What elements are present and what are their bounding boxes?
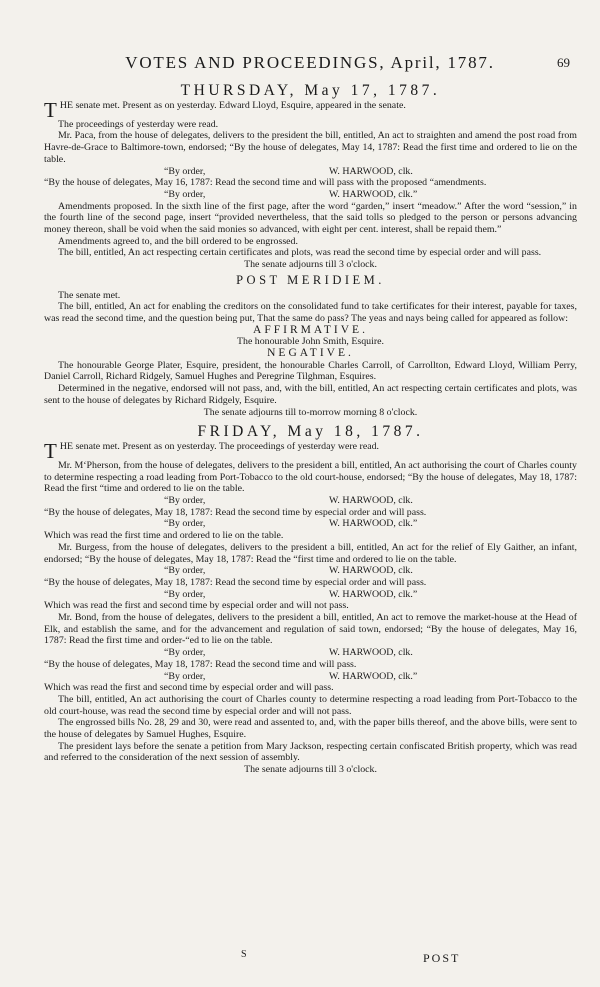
opening-text: HE senate met. Present as on yesterday. The proceedings of yesterday were read. [59, 440, 379, 452]
signature-line [44, 518, 577, 530]
paragraph: “By the house of delegates, May 18, 1787: Read the second time by especial order and will pass. [44, 506, 427, 518]
paragraph: The senate met. [58, 289, 121, 301]
by-order: “By order, [164, 518, 206, 530]
paragraph: Amendments proposed. In the sixth line of the first page, after the word “garden,” insert “meadow.” After the word “session,” in the fourth line of the second page, insert “provided nevertheless, that the said tolls so pledged to the person or persons advancing money thereon, shall be void when the said monies so advanced, with eight per cent. interest, shall be repaid them.” [44, 200, 577, 235]
paragraph: Mr. M‘Pherson, from the house of delegates, delivers to the president a bill, entitled, An act authorising the court of Charles county to determine respecting a road leading from Port-Tobacco to the old court-house, endorsed; “By the house of delegates, May 18, 1787: Read the first “time and ordered to lie on the table. [44, 459, 577, 495]
opening-text: HE senate met. Present as on yesterday. Edward Lloyd, Esquire, appeared in the senate. [59, 99, 406, 111]
paragraph: Mr. Burgess, from the house of delegates, delivers to the president a bill, entitled, An act for the relief of Ely Gaither, an infant, endorsed; “By the house of delegates, May 18, 1787: Read the “first time and ordered to lie on the table. [44, 541, 577, 565]
text-column [44, 81, 577, 776]
adjournment: The senate adjourns till 3 o'clock. [244, 764, 377, 776]
negative-heading: NEGATIVE. [267, 347, 354, 360]
by-order: “By order, [164, 565, 206, 577]
paragraph: Mr. Bond, from the house of delegates, delivers to the president a bill, entitled, An act to remove the market-house at the Head of Elk, and establish the same, and for the advancement and regulation of said town, endorsed; “By the house of delegates, May 16, 1787: Read the first time and order-“ed to lie on the table. [44, 612, 577, 647]
affirmative-heading: AFFIRMATIVE. [253, 323, 368, 336]
by-order: “By order, [164, 647, 206, 659]
clerk-name: W. HARWOOD, clk. [329, 495, 413, 507]
day-heading-friday: FRIDAY, May 18, 1787. [197, 423, 424, 441]
clerk-name: W. HARWOOD, clk.” [329, 670, 418, 682]
paragraph: Which was read the first and second time by especial order and will pass. [44, 682, 334, 694]
adjournment: The senate adjourns till 3 o'clock. [244, 259, 377, 271]
signature-line [44, 495, 577, 507]
paragraph: The bill, entitled, An act respecting certain certificates and plots, was read the second time by especial order and will pass. [58, 247, 542, 259]
paragraph: The bill, entitled, An act authorising the court of Charles county to determine respecting a road leading from Port-Tobacco to the old court-house, was read the second time by especial order and will not pass. [44, 693, 577, 717]
clerk-name: W. HARWOOD, clk.” [329, 588, 418, 600]
clerk-name: W. HARWOOD, clk. [329, 165, 413, 177]
paragraph: The bill, entitled, An act for enabling the creditors on the consolidated fund to take certificates for their interest, payable for taxes, was read the second time, and the question being put, That the same do pass? The yeas and nays being called for appeared as follow: [44, 301, 577, 324]
page-number: 69 [557, 55, 570, 70]
by-order: “By order, [164, 495, 206, 507]
paragraph: The engrossed bills No. 28, 29 and 30, were read and assented to, and, with the paper bills thereof, and the above bills, were sent to the house of delegates by Samuel Hughes, Esquire. [44, 717, 577, 741]
by-order: “By order, [164, 188, 206, 200]
paragraph: “By the house of delegates, May 18, 1787: Read the second time by especial order and will pass. [44, 576, 427, 588]
signature-line [44, 647, 577, 659]
drop-cap: T [44, 97, 57, 122]
signature-line [44, 671, 577, 683]
by-order: “By order, [164, 588, 206, 600]
paragraph: The president lays before the senate a petition from Mary Jackson, respecting certain confiscated British property, which was read and referred to the consideration of the next session of assembly. [44, 740, 577, 764]
paragraph: The proceedings of yesterday were read. [58, 118, 219, 130]
clerk-name: W. HARWOOD, clk.” [329, 188, 418, 200]
signature-line [44, 589, 577, 601]
signature-line [44, 189, 577, 201]
by-order: “By order, [164, 670, 206, 682]
running-header: VOTES AND PROCEEDINGS, April, 1787. [125, 53, 495, 72]
affirmative-list: The honourable John Smith, Esquire. [236, 336, 384, 348]
paragraph: Which was read the first and second time by especial order and will not pass. [44, 600, 349, 612]
paragraph: Which was read the first time and ordered to lie on the table. [44, 530, 284, 542]
signature-line [44, 166, 577, 178]
paragraph: Amendments agreed to, and the bill ordered to be engrossed. [58, 235, 298, 247]
opening-paragraph [44, 438, 577, 463]
by-order: “By order, [164, 165, 206, 177]
adjournment: The senate adjourns till to-morrow morning 8 o'clock. [203, 406, 418, 418]
negative-list: The honourable George Plater, Esquire, president, the honourable Charles Carroll, of Carrollton, Edward Lloyd, William Perry, Daniel Carroll, Richard Ridgely, Samuel Hughes and Peregrine Tilghman, Esquires. [44, 359, 577, 383]
signature-mark: S [241, 949, 247, 960]
paragraph: “By the house of delegates, May 18, 1787: Read the second time and will pass. [44, 658, 357, 670]
paragraph: Mr. Paca, from the house of delegates, delivers to the president the bill, entitled, An act to straighten and amend the post road from Havre-de-Grace to Baltimore-town, endorsed; “By the house of delegates, May 14, 1787: Read the first time and ordered to lie on the table. [44, 130, 577, 165]
clerk-name: W. HARWOOD, clk.” [329, 518, 418, 530]
opening-paragraph [44, 97, 577, 122]
clerk-name: W. HARWOOD, clk. [329, 565, 413, 577]
day-heading-thursday: THURSDAY, May 17, 1787. [180, 82, 441, 99]
paragraph: “By the house of delegates, May 16, 1787: Read the second time and will pass with the proposed “amendments. [44, 177, 487, 189]
drop-cap: T [44, 438, 57, 463]
paragraph: Determined in the negative, endorsed will not pass, and, with the bill, entitled, An act respecting certain certificates and plots, was sent to the house of delegates by Richard Ridgely, Esquire. [44, 383, 577, 406]
signature-line [44, 565, 577, 577]
clerk-name: W. HARWOOD, clk. [329, 647, 413, 659]
catchword: POST [423, 951, 461, 965]
section-heading-post-meridiem: POST MERIDIEM. [236, 272, 385, 287]
